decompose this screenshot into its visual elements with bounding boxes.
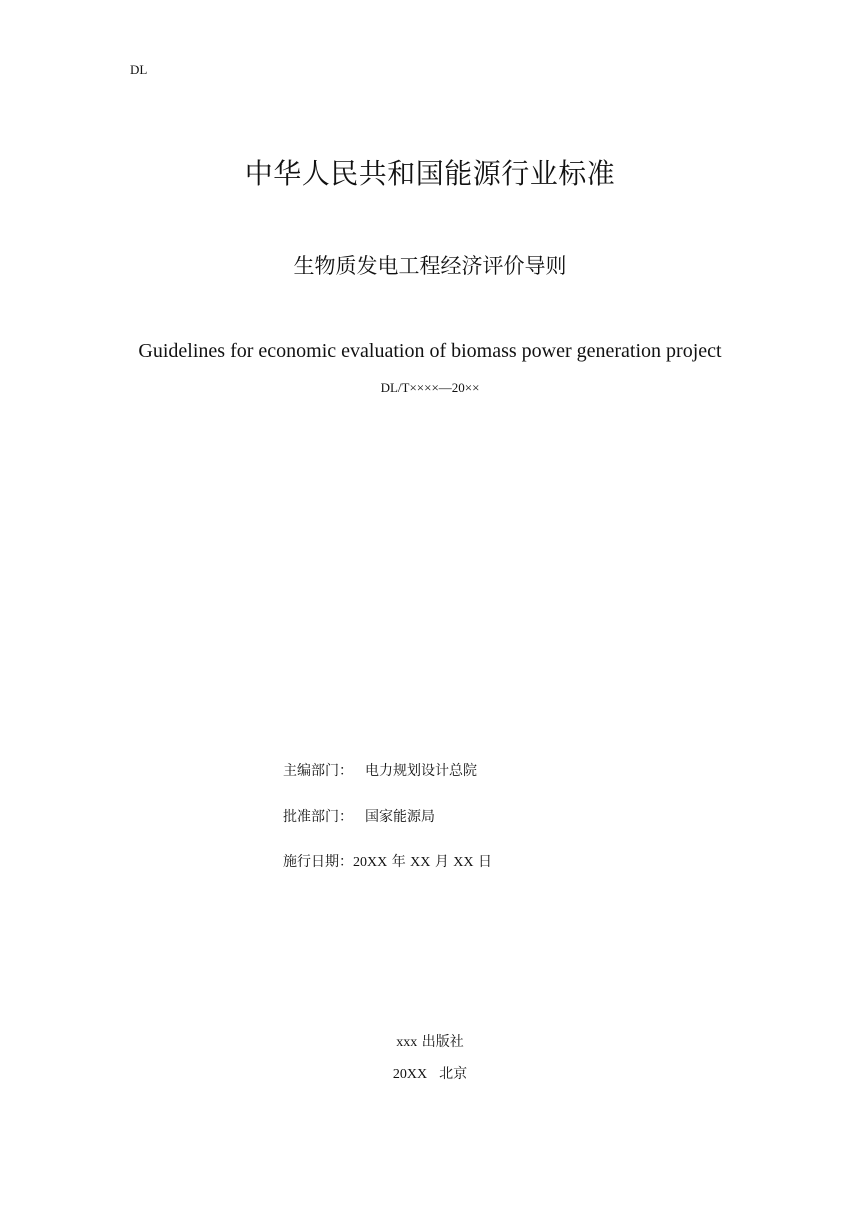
approver-row [283, 806, 435, 826]
publication-city: 北京 [439, 1066, 468, 1082]
effective-day-char: 日 [477, 854, 492, 870]
effective-month-char: 月 [434, 854, 449, 870]
standard-title: 中华人民共和国能源行业标准 [244, 157, 616, 190]
publication-year: 20XX [392, 1067, 428, 1082]
effective-date-row [283, 851, 492, 871]
effective-year: 20XX [353, 855, 388, 870]
effective-year-char: 年 [391, 854, 406, 870]
publisher-name-prefix: xxx [396, 1035, 418, 1050]
effective-day: XX [453, 855, 474, 870]
effective-date-label: 施行日期： [283, 854, 353, 870]
approver-label: 批准部门： [283, 809, 353, 825]
publication-line [0, 1063, 860, 1083]
publisher-name [0, 1031, 860, 1051]
english-title: Guidelines for economic evaluation of biomass power generation project [138, 340, 722, 362]
editor-value: 电力规划设计总院 [365, 763, 477, 779]
effective-month: XX [410, 855, 431, 870]
header-code: DL [130, 62, 148, 77]
editor-row [283, 760, 477, 780]
document-title: 生物质发电工程经济评价导则 [293, 254, 567, 278]
publisher-name-suffix: 出版社 [421, 1034, 464, 1050]
document-number: DL/T××××—20×× [380, 380, 480, 395]
approver-value: 国家能源局 [365, 809, 435, 825]
editor-label: 主编部门： [283, 763, 353, 779]
